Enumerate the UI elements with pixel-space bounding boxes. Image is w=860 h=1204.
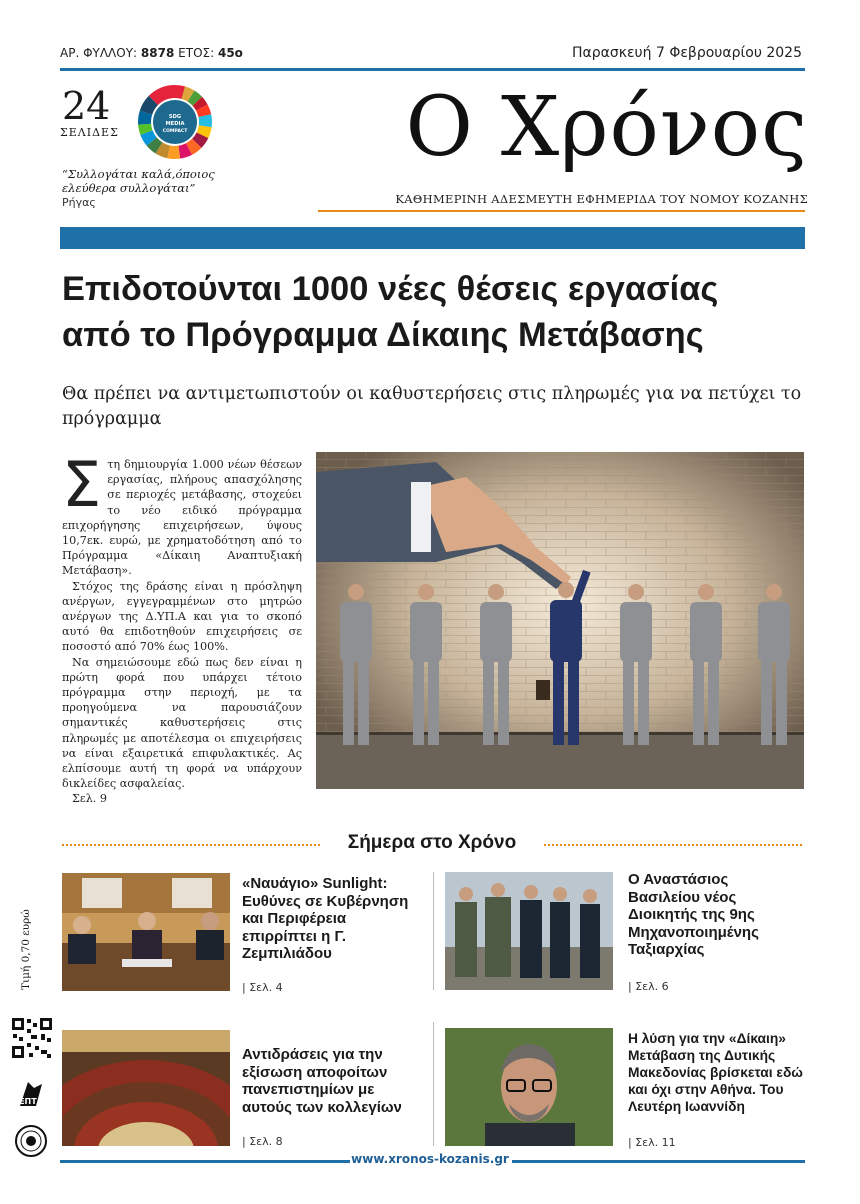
press-conference-illustration (62, 873, 230, 991)
lead-deck: Θα πρέπει να αντιμετωπιστούν οι καθυστερήσεις στις πληρωμές για να πετύχει το πρόγραμμα (62, 384, 802, 429)
quote-author: Ρήγας (62, 196, 96, 209)
masthead-subtitle: ΚΑΘΗΜΕΡΙΝΗ ΑΔΕΣΜΕΥΤΗ ΕΦΗΜΕΡΙΔΑ ΤΟΥ ΝΟΜΟΥ ΚΟΖΑΝΗΣ (395, 192, 808, 206)
lead-headline (62, 266, 802, 358)
article-paragraph-2: Στόχος της δράσης είναι η πρόσληψη ανέργων, εγγεγραμμένων στο μητρώο ανέργων της Δ.ΥΠ.Α και για το σκοπό αυτό θα επιδοτηθούν επιχειρήσεις σε ποσοστό από 70% έως 100%. (62, 579, 302, 654)
price-label (18, 880, 38, 990)
story-2-page: | Σελ. 6 (628, 980, 669, 993)
footer-rule-right (512, 1160, 805, 1163)
year-prefix: ΕΤΟΣ: (178, 46, 215, 60)
story-1-title[interactable]: «Ναυάγιο» Sunlight: Ευθύνες σε Κυβέρνηση και Περιφέρεια επιρρίπτει η Γ. Ζεμπιλιάδου (242, 875, 409, 962)
hero-illustration (316, 452, 804, 789)
parliament-illustration (62, 1030, 230, 1146)
story-3-page: | Σελ. 8 (242, 1135, 283, 1148)
pages-label: ΣΕΛΙΔΕΣ (60, 126, 119, 139)
masthead-band (60, 227, 805, 249)
military-ceremony-illustration (445, 872, 613, 990)
story-1-photo[interactable] (62, 873, 230, 991)
issue-number: 8878 (140, 46, 175, 60)
story-1-page: | Σελ. 4 (242, 981, 283, 994)
epta-logo-text: ΕΠΤΑ (19, 1097, 43, 1106)
masthead-quote: “Συλλογάται καλά,όποιος ελεύθερα συλλογάται” (62, 167, 215, 195)
sdg-media-compact-logo (137, 84, 213, 160)
story-3-title[interactable]: Αντιδράσεις για την εξίσωση αποφοίτων πανεπιστημίων με αυτούς των κολλεγίων (242, 1046, 402, 1116)
story-divider (433, 872, 434, 990)
issue-date: Παρασκευή 7 Φεβρουαρίου 2025 (571, 45, 802, 61)
article-page-ref: Σελ. 9 (72, 792, 108, 806)
section-title: Σήμερα στο Χρόνο (347, 832, 517, 853)
story-4-page: | Σελ. 11 (628, 1136, 676, 1149)
masthead-title: Ο Χρόνος (405, 80, 808, 175)
portrait-illustration (445, 1028, 613, 1146)
svg-text:SDG: SDG (168, 114, 182, 120)
issue-info (60, 46, 243, 60)
story-4-photo[interactable] (445, 1028, 613, 1146)
headline-line-1: Επιδοτούνται 1000 νέες θέσεις εργασίας (62, 270, 719, 308)
svg-text:COMPACT: COMPACT (162, 129, 188, 134)
top-rule (60, 68, 805, 71)
story-2-title[interactable]: Ο Αναστάσιος Βασιλείου νέος Διοικητής της 9ης Μηχανοποιημένης Ταξιαρχίας (628, 871, 759, 958)
section-dots-right (544, 844, 802, 846)
price-text: Τιμή 0,70 ευρώ (20, 909, 32, 990)
article-paragraph-3: Να σημειώσουμε εδώ πως δεν είναι η πρώτη φορά που υπάρχει τέτοιο πρόγραμμα στην περιοχή, με τα προηγούμενα να παρουσιάζουν σημαντικές καθυστερήσεις στις πληρωμές με αποτέλεσμα οι επιχειρήσεις να είναι εξαιρετικά επιφυλακτικές. Ας ελπίσουμε αυτή τη φορά να υπάρχουν δικλείδες ασφαλείας. (62, 655, 302, 791)
website-link[interactable]: www.xronos-kozanis.gr (351, 1152, 509, 1166)
story-2-photo[interactable] (445, 872, 613, 990)
headline-line-2: από το Πρόγραμμα Δίκαιης Μετάβασης (62, 316, 704, 354)
article-paragraph (62, 448, 302, 579)
story-3-photo[interactable] (62, 1030, 230, 1146)
lead-article (62, 448, 302, 807)
issue-prefix: ΑΡ. ΦΥΛΛΟΥ: (60, 46, 138, 60)
svg-text:MEDIA: MEDIA (165, 121, 185, 127)
epta-logo (14, 1078, 48, 1112)
year-value: 45ο (217, 46, 243, 60)
qr-code-icon[interactable] (10, 1016, 54, 1060)
section-header (62, 830, 802, 858)
subtitle-rule (318, 210, 805, 212)
sdg-wheel (138, 85, 212, 159)
paragraph-1-text: τη δημιουργία 1.000 νέων θέσεων εργασίας, πλήρους απασχόλησης σε περιοχές μετάβασης, στοχεύει το νέο ειδικό πρόγραμμα επιχορήγησης επιχειρήσεων, ύψους 10,7εκ. ευρώ, με χρηματοδότηση από το Πρόγραμμα «Δίκαιη Αναπτυξιακή Μετάβαση». (62, 458, 302, 578)
pages-count: 24 (62, 84, 111, 128)
story-4-title[interactable]: Η λύση για την «Δίκαιη» Μετάβαση της Δυτικής Μακεδονίας βρίσκεται εδώ και όχι στην Αθήνα. Του Λευτέρη Ιωαννίδη (628, 1031, 803, 1114)
story-divider-2 (433, 1022, 434, 1146)
dropcap: Σ (62, 448, 102, 521)
lead-photo (316, 452, 804, 789)
